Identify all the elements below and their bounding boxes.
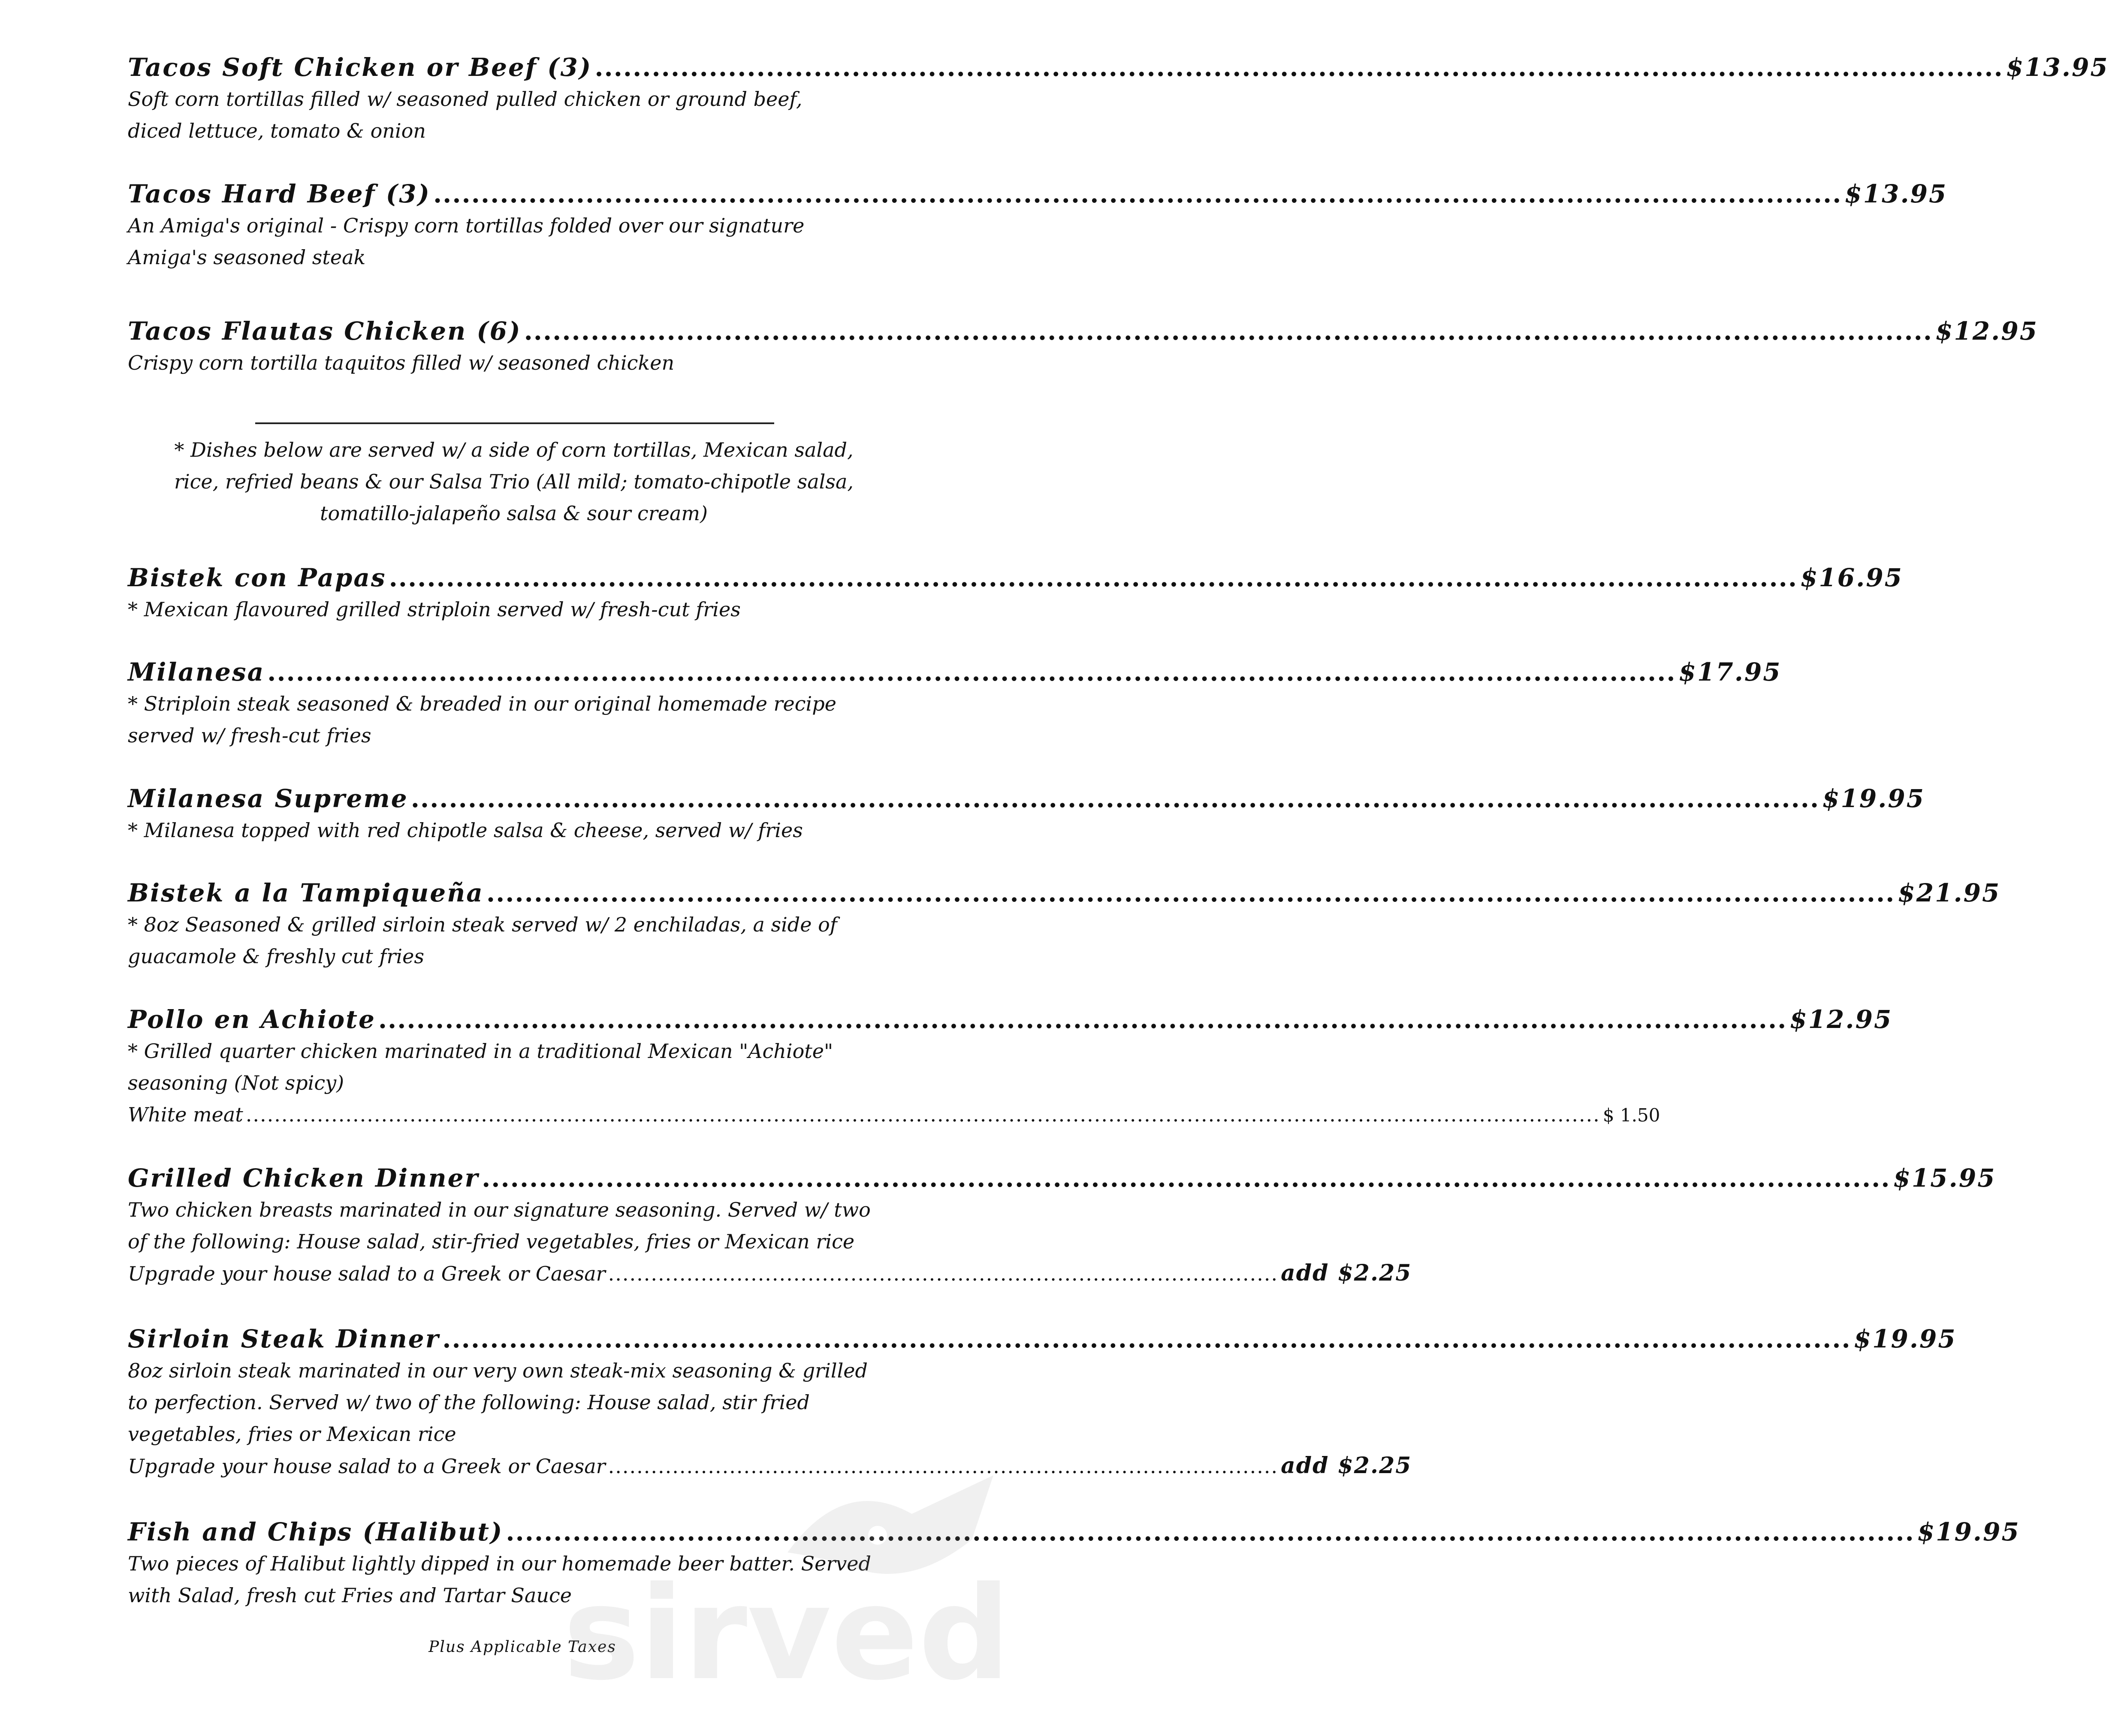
upgrade-price: add $2.25 xyxy=(1281,1260,1412,1286)
item-price: $13.95 xyxy=(1844,179,1948,208)
menu-item xyxy=(128,1323,1957,1482)
item-option xyxy=(128,1099,1660,1131)
menu-item xyxy=(128,562,1904,625)
sirved-watermark xyxy=(563,1467,1019,1709)
menu-item-header xyxy=(128,1004,1893,1035)
leader-dots: .............................................................................................. xyxy=(608,1262,1279,1285)
leader-dots: .................................................................................................................................................... xyxy=(267,657,1676,687)
upgrade-price: add $2.25 xyxy=(1281,1453,1412,1479)
item-name: Bistek a la Tampiqueña xyxy=(128,878,484,907)
leader-dots: .................................................................................................................................................... xyxy=(524,316,1933,346)
item-description: * Striploin steak seasoned & breaded in our original homemade recipe xyxy=(128,692,836,715)
leader-dots: .................................................................................................................................................... xyxy=(442,1324,1851,1353)
menu-item-header xyxy=(128,51,2109,83)
leader-dots: .............................................................................................. xyxy=(608,1455,1279,1478)
item-description: Two chicken breasts marinated in our signature seasoning. Served w/ two xyxy=(128,1198,871,1221)
item-price: $12.95 xyxy=(1935,316,2039,346)
item-description: served w/ fresh-cut fries xyxy=(128,724,371,747)
item-price: $12.95 xyxy=(1789,1005,1893,1034)
item-description: An Amiga's original - Crispy corn tortillas folded over our signature xyxy=(128,214,805,237)
item-description: * Grilled quarter chicken marinated in a traditional Mexican "Achiote" xyxy=(128,1040,833,1063)
serving-note-line: tomatillo-jalapeño salsa & sour cream) xyxy=(320,502,708,525)
menu-item-header xyxy=(128,877,2001,909)
item-description: Amiga's seasoned steak xyxy=(128,246,366,269)
item-name: Bistek con Papas xyxy=(128,563,386,592)
item-description: * 8oz Seasoned & grilled sirloin steak served w/ 2 enchiladas, a side of xyxy=(128,913,837,936)
menu-item xyxy=(128,1004,1893,1131)
upgrade-label: Upgrade your house salad to a Greek or Caesar xyxy=(128,1262,606,1285)
item-name: Tacos Hard Beef (3) xyxy=(128,179,431,208)
menu-item-header xyxy=(128,178,1948,210)
menu-item-header xyxy=(128,315,2039,347)
item-description: diced lettuce, tomato & onion xyxy=(128,119,426,142)
upgrade-option xyxy=(128,1257,1412,1290)
upgrade-label: Upgrade your house salad to a Greek or Caesar xyxy=(128,1455,606,1478)
item-name: Tacos Flautas Chicken (6) xyxy=(128,316,522,346)
item-description: Soft corn tortillas filled w/ seasoned pulled chicken or ground beef, xyxy=(128,87,803,111)
item-price: $15.95 xyxy=(1893,1163,1996,1193)
item-description: 8oz sirloin steak marinated in our very own steak-mix seasoning & grilled xyxy=(128,1359,868,1382)
menu-item xyxy=(128,1162,1996,1290)
item-name: Pollo en Achiote xyxy=(128,1005,376,1034)
watermark-word: sirved xyxy=(563,1559,1011,1709)
leader-dots: .................................................................................................................................................... xyxy=(486,878,1895,907)
item-price: $16.95 xyxy=(1800,563,1904,592)
item-description: * Mexican flavoured grilled striploin served w/ fresh-cut fries xyxy=(128,598,741,621)
item-name: Grilled Chicken Dinner xyxy=(128,1163,480,1193)
option-price: $ 1.50 xyxy=(1602,1105,1660,1126)
item-description: guacamole & freshly cut fries xyxy=(128,945,424,968)
menu-item xyxy=(128,178,1948,273)
menu-item xyxy=(128,51,2109,147)
leader-dots: .............................................................................................................................................................................................. xyxy=(245,1103,1600,1126)
item-description: with Salad, fresh cut Fries and Tartar Sauce xyxy=(128,1584,572,1607)
tax-note: Plus Applicable Taxes xyxy=(428,1638,616,1656)
item-description: vegetables, fries or Mexican rice xyxy=(128,1423,456,1446)
menu-item-header xyxy=(128,1162,1996,1194)
menu-item xyxy=(128,783,1925,846)
item-description: of the following: House salad, stir-fried vegetables, fries or Mexican rice xyxy=(128,1230,855,1253)
leader-dots: .................................................................................................................................................... xyxy=(410,784,1820,813)
option-label: White meat xyxy=(128,1103,243,1126)
leader-dots: .................................................................................................................................................... xyxy=(482,1163,1891,1193)
leader-dots: .................................................................................................................................................... xyxy=(506,1517,1915,1546)
item-name: Tacos Soft Chicken or Beef (3) xyxy=(128,53,592,82)
item-description: to perfection. Served w/ two of the following: House salad, stir fried xyxy=(128,1391,810,1414)
serving-note-line: rice, refried beans & our Salsa Trio (All mild; tomato-chipotle salsa, xyxy=(174,470,854,493)
item-name: Milanesa Supreme xyxy=(128,784,408,813)
item-price: $19.95 xyxy=(1917,1517,2020,1546)
menu-item-header xyxy=(128,1323,1957,1355)
item-description: * Milanesa topped with red chipotle salsa & cheese, served w/ fries xyxy=(128,819,803,842)
menu-item xyxy=(128,315,2039,379)
menu-item-header xyxy=(128,783,1925,814)
item-name: Fish and Chips (Halibut) xyxy=(128,1517,504,1546)
item-price: $19.95 xyxy=(1853,1324,1957,1353)
item-price: $21.95 xyxy=(1898,878,2001,907)
item-description: seasoning (Not spicy) xyxy=(128,1071,344,1094)
item-price: $13.95 xyxy=(2006,53,2109,82)
section-divider xyxy=(255,422,774,424)
item-description: Crispy corn tortilla taquitos filled w/ seasoned chicken xyxy=(128,351,675,374)
item-price: $17.95 xyxy=(1678,657,1782,687)
menu-item xyxy=(128,877,2001,972)
leader-dots: .................................................................................................................................................... xyxy=(433,179,1842,208)
leader-dots: .................................................................................................................................................... xyxy=(594,53,2003,82)
item-description: Two pieces of Halibut lightly dipped in our homemade beer batter. Served xyxy=(128,1552,871,1575)
leader-dots: .................................................................................................................................................... xyxy=(389,563,1798,592)
menu-item xyxy=(128,656,1782,751)
menu-item-header xyxy=(128,562,1904,594)
menu-item-header xyxy=(128,656,1782,688)
item-price: $19.95 xyxy=(1822,784,1925,813)
serving-note-line: * Dishes below are served w/ a side of corn tortillas, Mexican salad, xyxy=(174,438,854,461)
serving-note xyxy=(128,434,900,529)
item-name: Milanesa xyxy=(128,657,265,687)
leader-dots: .................................................................................................................................................... xyxy=(378,1005,1787,1034)
item-name: Sirloin Steak Dinner xyxy=(128,1324,440,1353)
